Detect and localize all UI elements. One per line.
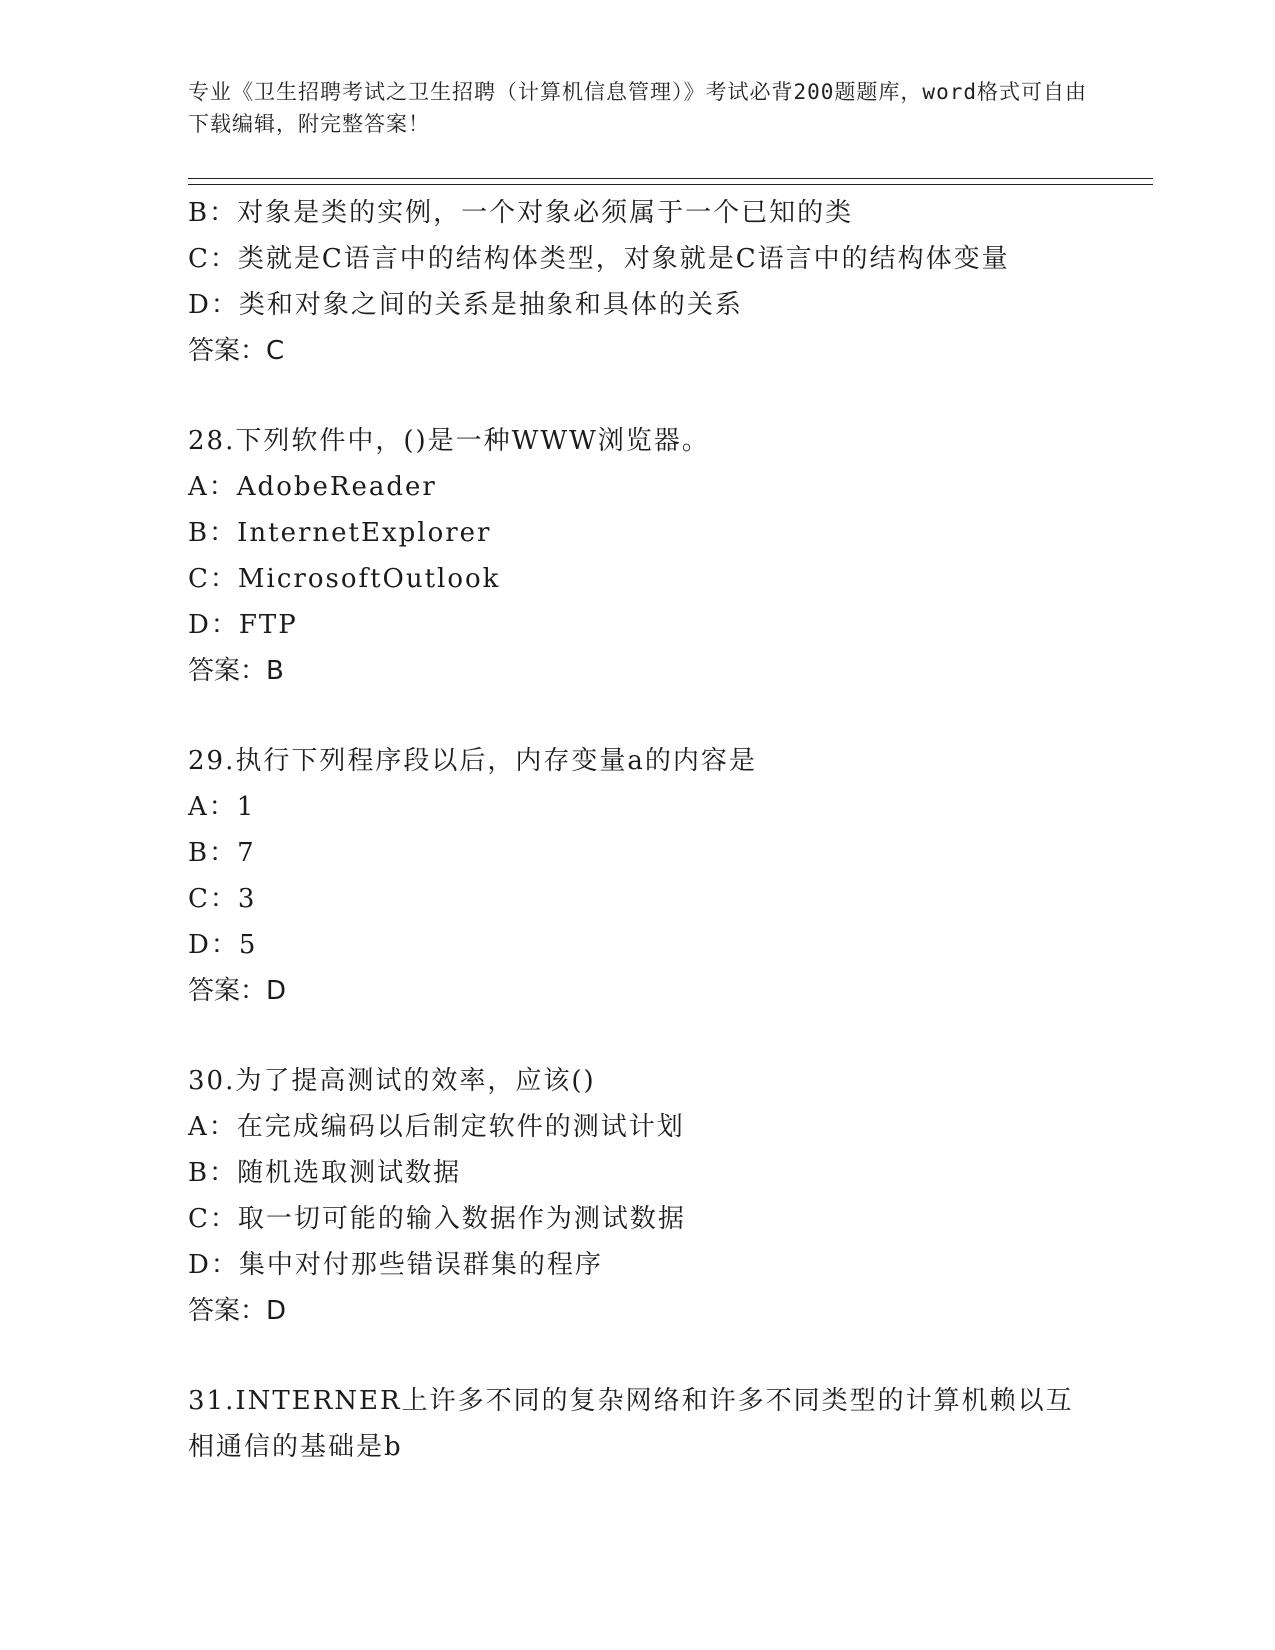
- spacer: [188, 694, 1148, 738]
- answer: 答案：D: [188, 976, 287, 1006]
- answer: 答案：C: [188, 336, 285, 366]
- option-c: C：MicrosoftOutlook: [188, 564, 501, 594]
- spacer: [188, 1334, 1148, 1378]
- option-d: D：FTP: [188, 610, 298, 640]
- question-text: 30.为了提高测试的效率，应该(): [188, 1066, 596, 1096]
- question-text: 28.下列软件中，()是一种WWW浏览器。: [188, 426, 710, 456]
- question-29: [188, 738, 1148, 1014]
- option-d: D：集中对付那些错误群集的程序: [188, 1250, 603, 1280]
- option-c: C：3: [188, 884, 257, 914]
- question-28: [188, 418, 1148, 694]
- answer: 答案：D: [188, 1296, 287, 1326]
- question-30: [188, 1058, 1148, 1334]
- question-text: 29.执行下列程序段以后，内存变量a的内容是: [188, 746, 757, 776]
- option-d: D：类和对象之间的关系是抽象和具体的关系: [188, 290, 743, 320]
- spacer: [188, 374, 1148, 418]
- option-a: A：在完成编码以后制定软件的测试计划: [188, 1112, 685, 1142]
- question-text: 31.INTERNER上许多不同的复杂网络和许多不同类型的计算机赖以互相通信的基础是b: [188, 1386, 1074, 1462]
- option-c: C：取一切可能的输入数据作为测试数据: [188, 1204, 686, 1234]
- spacer: [188, 1014, 1148, 1058]
- header-rule-top: [188, 178, 1153, 179]
- option-b: B：对象是类的实例，一个对象必须属于一个已知的类: [188, 198, 854, 228]
- option-d: D：5: [188, 930, 258, 960]
- option-b: B：随机选取测试数据: [188, 1158, 462, 1188]
- option-c: C：类就是C语言中的结构体类型，对象就是C语言中的结构体变量: [188, 244, 1010, 274]
- question-31: [188, 1378, 1148, 1470]
- document-header: 专业《卫生招聘考试之卫生招聘（计算机信息管理）》考试必背200题题库，word格式可自由下载编辑，附完整答案！: [188, 80, 1087, 136]
- option-a: A：AdobeReader: [188, 472, 437, 502]
- option-b: B：InternetExplorer: [188, 518, 492, 548]
- option-a: A：1: [188, 792, 256, 822]
- header-rule-bottom: [188, 184, 1153, 185]
- answer: 答案：B: [188, 656, 284, 686]
- question-27: [188, 190, 1148, 374]
- option-b: B：7: [188, 838, 256, 868]
- question-list: [188, 190, 1148, 1470]
